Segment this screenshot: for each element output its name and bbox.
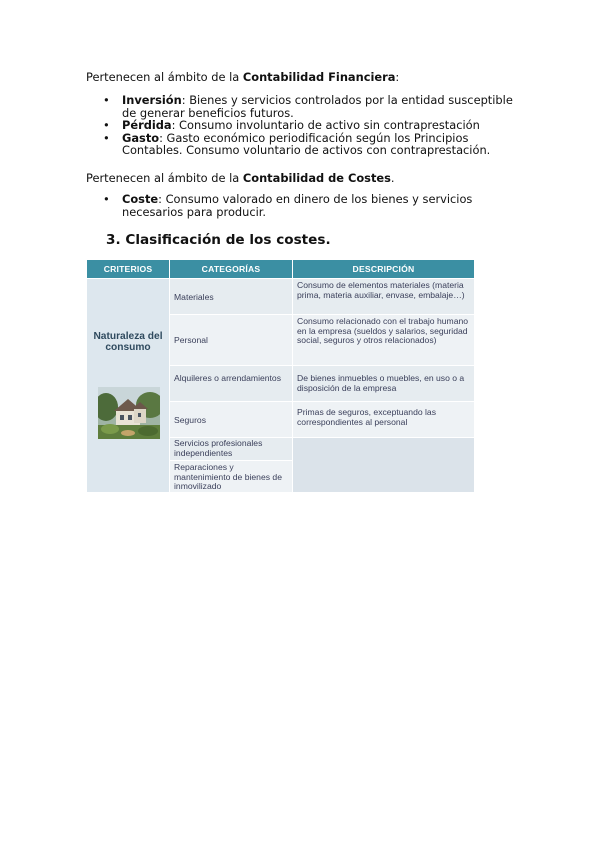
intro-costes [86, 171, 395, 185]
section-heading: 3. Clasificación de los costes. [106, 232, 331, 248]
intro-financiera-prefix: Pertenecen al ámbito de la [86, 70, 243, 84]
item-term: Inversión [122, 93, 182, 107]
list-item [86, 132, 516, 157]
costes-list [86, 193, 516, 218]
table-cell-category: Alquileres o arrendamientos [170, 366, 292, 401]
table-cell-description: Primas de seguros, exceptuando las correspondientes al personal [293, 402, 474, 437]
table-cell-description-empty [293, 438, 474, 492]
table-cell-category: Materiales [170, 279, 292, 314]
item-term: Gasto [122, 130, 160, 145]
item-term: Pérdida [122, 118, 172, 133]
intro-costes-prefix: Pertenecen al ámbito de la [86, 171, 243, 185]
house-photo [98, 387, 160, 439]
intro-costes-term: Contabilidad de Costes [242, 171, 391, 185]
item-term: Coste [122, 192, 159, 206]
header-criterios: CRITERIOS [87, 260, 169, 278]
header-categorias: CATEGORÍAS [170, 260, 292, 278]
item-text: : Bienes y servicios controlados por la entidad susceptible de generar beneficios futuros. [122, 93, 513, 120]
item-text: : Consumo valorado en dinero de los bienes y servicios necesarios para producir. [122, 192, 473, 219]
financiera-list [86, 94, 516, 157]
item-text: : Gasto económico periodificación según los Principios Contables. Consumo voluntario de activos con contraprestación. [122, 130, 491, 158]
item-text: : Consumo involuntario de activo sin contraprestación [171, 118, 480, 133]
intro-financiera-term: Contabilidad Financiera [242, 70, 396, 84]
criterion-cell [87, 279, 169, 492]
table-cell-category: Reparaciones y mantenimiento de bienes de inmovilizado [170, 461, 292, 492]
intro-costes-suffix: . [390, 171, 395, 185]
cost-classification-table [87, 260, 474, 492]
house-photo-image [98, 387, 160, 439]
table-cell-description: De bienes inmuebles o muebles, en uso o a disposición de la empresa [293, 366, 474, 401]
table-cell-category: Personal [170, 315, 292, 365]
table-cell-description: Consumo relacionado con el trabajo humano en la empresa (sueldos y salarios, seguridad social, seguros y otros relacionados) [293, 315, 474, 365]
list-item [86, 193, 516, 218]
criterion-label: Naturaleza del consumo [93, 331, 163, 353]
intro-financiera-suffix: : [395, 70, 400, 84]
table-cell-category: Servicios profesionales independientes [170, 438, 292, 460]
list-item [86, 94, 516, 119]
header-descripcion: DESCRIPCIÓN [293, 260, 474, 278]
table-cell-description: Consumo de elementos materiales (materia prima, materia auxiliar, envase, embalaje…) [293, 279, 474, 314]
intro-financiera [86, 70, 399, 84]
table-cell-category: Seguros [170, 402, 292, 437]
